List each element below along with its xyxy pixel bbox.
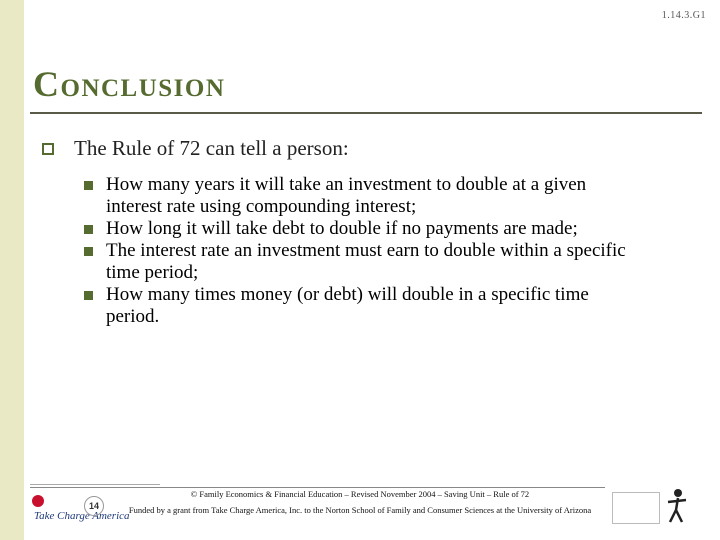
footer-divider-short (30, 484, 160, 485)
person-figure-icon (664, 488, 690, 524)
sub-bullet-list (84, 174, 644, 328)
sub-bullet-text: The interest rate an investment must earn to double within a specific time period; (106, 240, 626, 283)
sub-bullet-text: How long it will take debt to double if no payments are made; (106, 218, 578, 239)
main-bullet-text: The Rule of 72 can tell a person: (74, 136, 349, 160)
sub-bullet-text: How many years it will take an investment to double at a given interest rate using compounding interest; (106, 174, 587, 217)
sub-bullet-item (84, 284, 644, 328)
sub-bullet-item (84, 218, 644, 240)
sub-bullet-item (84, 174, 644, 218)
square-bullet-icon (84, 225, 93, 234)
slide-code: 1.14.3.G1 (661, 10, 706, 21)
footer (100, 486, 620, 518)
logo-text: Take Charge America (34, 510, 130, 522)
square-bullet-icon (84, 291, 93, 300)
square-bullet-icon (84, 247, 93, 256)
footer-funding: Funded by a grant from Take Charge America, Inc. to the Norton School of Family and Consumer Sciences at the University of Arizona (128, 505, 592, 515)
hollow-square-bullet-icon (42, 143, 54, 155)
left-sidebar-band (0, 0, 24, 540)
sub-bullet-text: How many times money (or debt) will double in a specific time period. (106, 284, 589, 327)
slide-title: Conclusion (33, 64, 226, 104)
university-logo (612, 492, 660, 524)
square-bullet-icon (84, 181, 93, 190)
sub-bullet-item (84, 240, 644, 284)
unit-badge-icon: 14 (84, 496, 104, 516)
title-divider (30, 112, 702, 114)
footer-copyright: © Family Economics & Financial Education – Revised November 2004 – Saving Unit – Rule of 72 (190, 489, 530, 499)
